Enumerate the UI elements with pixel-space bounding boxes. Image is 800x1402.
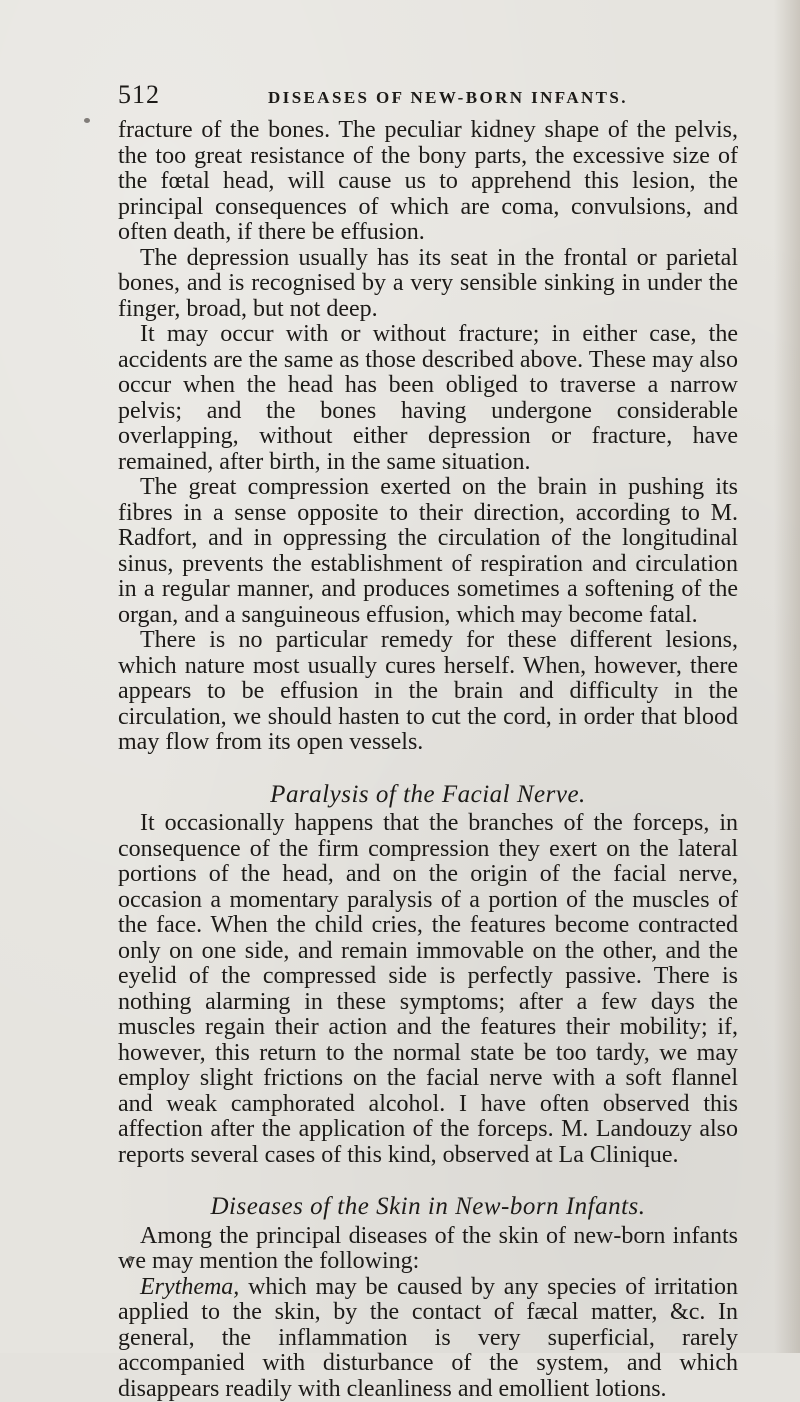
paragraph: The great compression exerted on the brain in pushing its fibres in a sense opposite to their direction, according to M. Radfort, and in oppressing the circulation of the longitudinal sinus, prevents the establishment of respiration and circulation in a regular manner, and produces sometimes a softening of the organ, and a sanguineous effusion, which may become fatal. xyxy=(118,475,738,628)
paragraph: It occasionally happens that the branches of the forceps, in consequence of the firm compression they exert on the lateral portions of the head, and on the origin of the facial nerve, occasion a momentary paralysis of a portion of the muscles of the face. When the child cries, the features become contracted only on one side, and remain immovable on the other, and the eyelid of the compressed side is perfectly passive. There is nothing alarming in these symptoms; after a few days the muscles regain their action and the features their mobility; if, however, this return to the normal state be too tardy, we may employ slight frictions on the facial nerve with a soft flannel and weak camphorated alcohol. I have often observed this affection after the application of the forceps. M. Landouzy also reports several cases of this kind, observed at La Clinique. xyxy=(118,811,738,1168)
paragraph: There is no particular remedy for these different lesions, which nature most usually cures herself. When, however, there appears to be effusion in the brain and difficulty in the circulation, we should hasten to cut the cord, in order that blood may flow from its open vessels. xyxy=(118,628,738,756)
ink-spot xyxy=(84,118,90,123)
paragraph: Among the principal diseases of the skin of new-born infants we may mention the following: xyxy=(118,1224,738,1275)
section-heading: Diseases of the Skin in New-born Infants. xyxy=(118,1194,738,1220)
paragraph-text: which may be caused by any species of irritation applied to the skin, by the contact of fæcal matter, &c. In general, the inflammation is very superficial, rarely accompanied with disturbance of the system, and which disappears readily with cleanliness and emollient lotions. xyxy=(118,1274,738,1402)
paragraph: The depression usually has its seat in the frontal or parietal bones, and is recognised by a very sensible sinking in under the finger, broad, but not deep. xyxy=(118,246,738,323)
page-number: 512 xyxy=(118,80,160,110)
paragraph: fracture of the bones. The peculiar kidney shape of the pelvis, the too great resistance of the bony parts, the excessive size of the fœtal head, will cause us to apprehend this lesion, the principal consequences of which are coma, convulsions, and often death, if there be effusion. xyxy=(118,118,738,246)
running-title: DISEASES OF NEW-BORN INFANTS. xyxy=(268,88,628,108)
page-edge-shadow xyxy=(774,0,800,1353)
page-header xyxy=(118,80,738,110)
section-heading: Paralysis of the Facial Nerve. xyxy=(118,782,738,808)
paragraph xyxy=(118,1275,738,1402)
term: Erythema, xyxy=(140,1274,239,1300)
page-text xyxy=(118,118,738,1402)
paragraph: It may occur with or without fracture; in either case, the accidents are the same as those described above. These may also occur when the head has been obliged to traverse a narrow pelvis; and the bones having undergone considerable overlapping, without either depression or fracture, have remained, after birth, in the same situation. xyxy=(118,322,738,475)
